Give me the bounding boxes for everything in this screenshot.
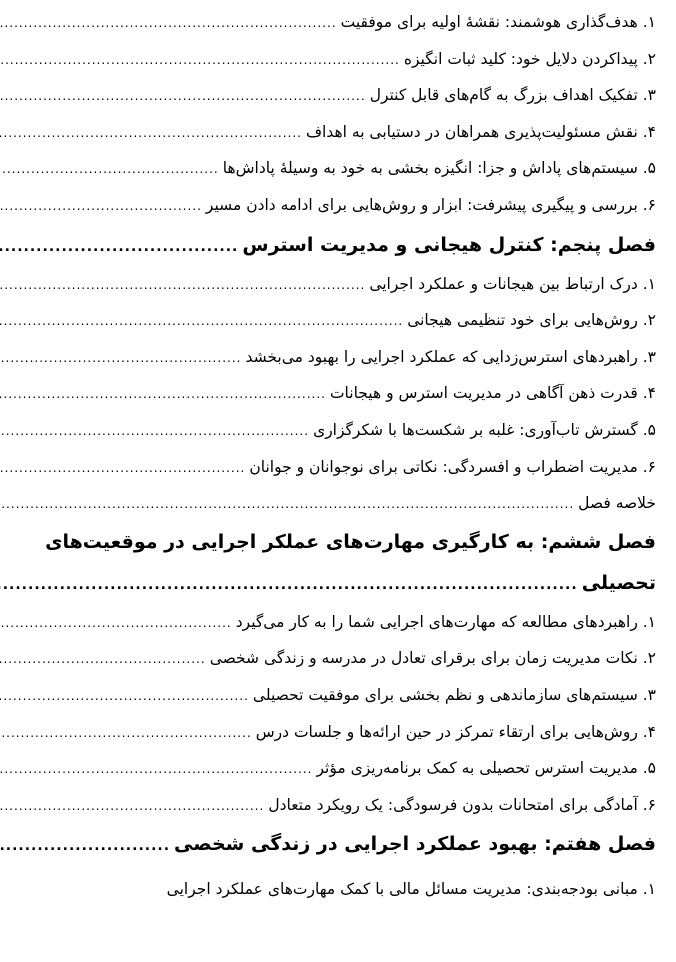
dot-leader <box>0 200 202 212</box>
dot-leader <box>0 617 232 629</box>
dot-leader <box>0 90 366 102</box>
toc-entry-label: ۶. آمادگی برای امتحانات بدون فرسودگی: یک رویکرد متعادل <box>268 795 656 814</box>
dot-leader <box>0 800 264 812</box>
dot-leader <box>0 425 309 437</box>
chapter-heading[interactable] <box>82 224 656 266</box>
dot-leader <box>0 839 170 853</box>
toc-entry-label: ۱. درک ارتباط بین هیجانات و عملکرد اجرایی <box>369 274 656 293</box>
toc-entry-label: ۴. نقش مسئولیت‌پذیری همراهان در دستیابی به اهداف <box>305 122 656 141</box>
toc-entry[interactable] <box>82 677 656 714</box>
dot-leader <box>0 279 365 291</box>
toc-entry[interactable] <box>82 412 656 449</box>
toc-section-chapter4-entries <box>82 4 656 224</box>
dot-leader <box>0 54 400 66</box>
toc-entry-label: ۳. تفکیک اهداف بزرگ به گام‌های قابل کنترل <box>369 86 656 105</box>
toc-entry[interactable] <box>82 77 656 114</box>
toc-entry[interactable] <box>82 640 656 677</box>
chapter-title-line2: تحصیلی <box>581 571 656 594</box>
toc-entry[interactable] <box>82 114 656 151</box>
toc-entry-label: ۴. قدرت ذهن آگاهی در مدیریت استرس و هیجانات <box>329 384 656 403</box>
toc-entry[interactable] <box>82 266 656 303</box>
toc-entry-label: ۵. مدیریت استرس تحصیلی به کمک برنامه‌ریزی مؤثر <box>316 759 656 778</box>
dot-leader <box>0 763 312 775</box>
toc-entry-label: ۶. مدیریت اضطراب و افسردگی: نکاتی برای نوجوانان و جوانان <box>249 457 656 476</box>
toc-entry-label: ۵. گسترش تاب‌آوری: غلبه بر شکست‌ها با شکرگزاری <box>313 420 656 439</box>
toc-entry-label: ۳. سیستم‌های سازماندهی و نظم بخشی برای موفقیت تحصیلی <box>252 685 656 704</box>
dot-leader <box>0 315 403 327</box>
toc-entry[interactable] <box>82 485 656 522</box>
toc-entry[interactable] <box>82 871 656 908</box>
dot-leader <box>0 498 574 510</box>
toc-entry-label: ۲. روش‌هایی برای خود تنظیمی هیجانی <box>407 311 656 330</box>
toc-entry[interactable] <box>82 604 656 641</box>
toc-entry-label: ۱. هدف‌گذاری هوشمند: نقشهٔ اولیه برای موفقیت <box>340 13 656 31</box>
toc-entry-label: ۳. راهبردهای استرس‌زدایی که عملکرد اجرایی را بهبود می‌بخشد <box>245 347 656 366</box>
dot-leader <box>0 690 249 702</box>
toc-entry-label: ۴. روش‌هایی برای ارتقاء تمرکز در حین ارائه‌ها و جلسات درس <box>255 722 656 741</box>
toc-entry-label: ۲. پیداکردن دلایل خود: کلید ثبات انگیزه <box>403 49 656 68</box>
dot-leader <box>0 17 337 29</box>
toc-entry-label: ۲. نکات مدیریت زمان برای برقرای تعادل در مدرسه و زندگی شخصی <box>209 649 656 668</box>
dot-leader <box>0 578 578 592</box>
chapter-title: فصل پنجم: کنترل هیجانی و مدیریت استرس <box>242 233 656 256</box>
toc-entry[interactable] <box>82 187 656 224</box>
toc-entry-label: خلاصه فصل <box>578 494 656 513</box>
dot-leader <box>0 462 245 474</box>
toc-entry-label: ۵. سیستم‌های پاداش و جزا: انگیزه بخشی به خود به وسیلهٔ پاداش‌ها <box>222 159 656 178</box>
toc-entry-label: ۱. مبانی بودجه‌بندی: مدیریت مسائل مالی با کمک مهارت‌های عملکرد اجرایی <box>166 880 656 899</box>
table-of-contents <box>45 4 656 908</box>
toc-entry[interactable] <box>82 41 656 78</box>
toc-entry[interactable] <box>82 150 656 187</box>
chapter-title-row <box>82 562 656 604</box>
chapter-title: فصل هفتم: بهبود عملکرد اجرایی در زندگی شخصی <box>174 833 656 856</box>
toc-entry[interactable] <box>82 339 656 376</box>
toc-section-chapter6-entries <box>82 604 656 824</box>
toc-entry[interactable] <box>82 449 656 486</box>
toc-entry[interactable] <box>82 302 656 339</box>
toc-entry[interactable] <box>82 787 656 824</box>
toc-entry[interactable] <box>82 750 656 787</box>
dot-leader <box>0 653 206 665</box>
chapter-heading[interactable] <box>82 823 656 865</box>
toc-entry-label: ۶. بررسی و پیگیری پیشرفت: ابزار و روش‌هایی برای ادامه دادن مسیر <box>205 195 656 214</box>
dot-leader <box>0 240 238 254</box>
chapter-title-line1: فصل ششم: به کارگیری مهارت‌های عملکر اجرایی در موقعیت‌های <box>45 530 656 553</box>
dot-leader <box>0 388 326 400</box>
dot-leader <box>0 127 302 139</box>
toc-section-chapter7-entries <box>82 871 656 908</box>
toc-section-chapter5-entries <box>82 266 656 522</box>
dot-leader <box>0 352 241 364</box>
toc-entry-label: ۱. راهبردهای مطالعه که مهارت‌های اجرایی شما را به کار می‌گیرد <box>235 612 656 631</box>
toc-entry[interactable] <box>82 714 656 751</box>
dot-leader <box>0 163 219 175</box>
dot-leader <box>0 727 252 739</box>
chapter-heading[interactable] <box>45 522 656 604</box>
toc-entry[interactable] <box>82 4 656 41</box>
toc-entry[interactable] <box>82 375 656 412</box>
